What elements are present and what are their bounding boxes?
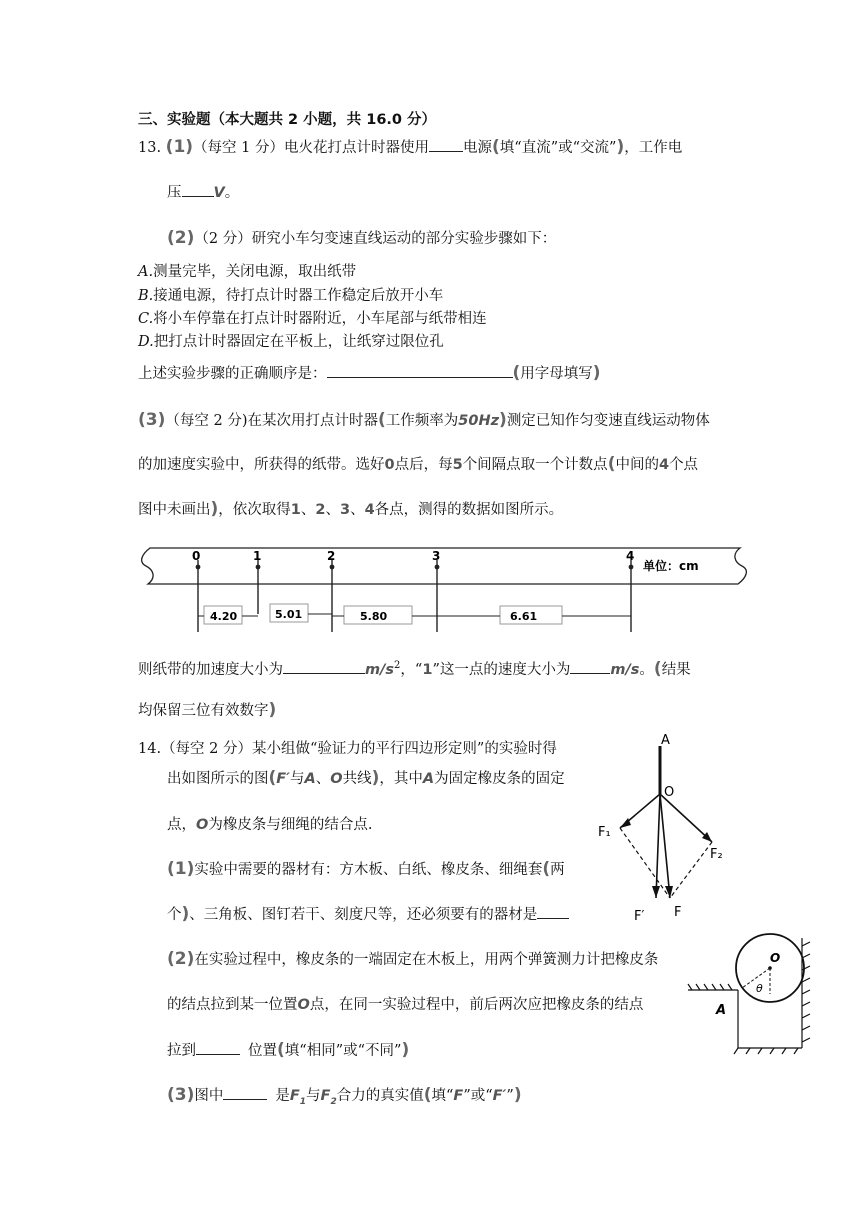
math-var: O [196, 817, 209, 833]
q13-p1-text: 电源 [463, 140, 492, 156]
q13-p4-text: 结果 [661, 661, 691, 678]
step-text: 接通电源，待打点计时器工作稳定后放开小车 [153, 288, 444, 304]
paren: ( [423, 1085, 432, 1105]
q13-p4-text: ”这一点的速度大小为 [432, 661, 571, 678]
math-var: F [320, 1088, 331, 1104]
q13-p3-text: ，依次取得 [218, 502, 291, 518]
math-var: O [330, 771, 343, 787]
step-text: 将小车停靠在打点计时器附近，小车尾部与纸带相连 [153, 311, 487, 327]
paren: ) [181, 904, 190, 924]
q13-p3-text: 各点，测得的数据如图所示。 [374, 502, 564, 518]
q14-p1-text: 个 [167, 907, 182, 923]
step-letter: A. [138, 264, 154, 280]
math-num: 2 [315, 502, 326, 518]
q14-part2-line1 [167, 950, 658, 969]
q14-p1-text: 、三角板、图钉若干、刻度尺等，还必须要有的器材是 [189, 907, 538, 923]
order-hint: 用字母填写 [520, 366, 593, 382]
unit-sup: 2 [394, 660, 401, 671]
q13-part4-line2 [138, 701, 276, 720]
blank-true-force[interactable] [223, 1087, 267, 1100]
tape-point-1: 1 [253, 549, 262, 563]
q14-text: 点， [167, 817, 196, 833]
sep: 、 [315, 771, 331, 787]
q14-intro-line2 [167, 769, 565, 788]
tape-point-0: 0 [192, 549, 201, 563]
math-sub: 2 [330, 1096, 337, 1107]
label-ball-O: O [770, 951, 781, 965]
label-theta: θ [756, 982, 763, 995]
label-Fprime: F′ [634, 909, 645, 924]
q13-p2-text: （2 分）研究小车匀变速直线运动的部分实验步骤如下： [194, 231, 557, 247]
blank-equipment[interactable] [537, 906, 569, 919]
math-num: 3 [339, 502, 351, 518]
q14-p1-text: 实验中需要的器材有：方木板、白纸、橡皮条、细绳套 [194, 862, 543, 878]
math-num: 4 [364, 502, 375, 518]
label-A: A [661, 733, 670, 748]
step-c [138, 310, 487, 328]
q14-text: 出如图所示的图 [167, 771, 269, 787]
segment-0-1: 4.20 [210, 610, 238, 623]
math-var: F [289, 1088, 300, 1104]
q14-p2-text: 点，在同一实验过程中，前后两次应把橡皮条的结点 [309, 997, 644, 1013]
blank-voltage[interactable] [182, 184, 214, 197]
q13-part3-line3 [138, 500, 563, 519]
paren: ) [371, 768, 380, 788]
unit-acceleration: m/s [365, 661, 395, 678]
q14-part2-line3 [167, 1041, 409, 1060]
q14-text: 与 [290, 771, 305, 787]
q14-p3-text: 是 [275, 1088, 290, 1104]
q14-p3-tag: (3) [167, 1085, 195, 1105]
q13-part1-line1 [138, 138, 682, 157]
q13-p1-tag: (1) [165, 137, 194, 157]
segment-3-4: 6.61 [510, 610, 538, 623]
paren: ( [512, 363, 521, 383]
unit-velocity: m/s [610, 661, 640, 678]
q13-p3-text: 中间的 [615, 457, 659, 473]
q13-p4-text: 则纸带的加速度大小为 [138, 661, 283, 678]
q14-intro-line3 [167, 816, 372, 834]
tape-point-3: 3 [432, 549, 441, 563]
q14-text: 为固定橡皮条的固定 [434, 771, 565, 787]
label-O: O [664, 785, 675, 800]
q13-number: 13. [138, 140, 162, 156]
q13-p1-text: （每空 1 分）电火花打点计时器使用 [193, 140, 429, 156]
paren: ) [592, 363, 601, 383]
step-letter: D. [138, 334, 154, 350]
q14-p2-text: 位置 [248, 1043, 277, 1059]
step-letter: C. [138, 311, 154, 327]
q14-text: （每空 2 分）某小组做“验证力的平行四边形定则”的实验时得 [161, 741, 557, 757]
segment-2-3: 5.80 [360, 610, 388, 623]
blank-position[interactable] [196, 1042, 240, 1055]
paper-tape-figure [134, 540, 750, 640]
q13-p3-text: 点后，每 [394, 457, 453, 473]
q13-p1-text: ，工作电 [624, 140, 683, 156]
math-num: 5 [452, 457, 463, 473]
q14-p3-text: ”或“ [463, 1088, 493, 1104]
q13-p1-text: 压 [167, 185, 182, 201]
q13-part2-intro [167, 229, 556, 248]
q14-p2-text: 拉到 [167, 1043, 196, 1059]
math-num: 0 [384, 457, 395, 473]
q14-p3-text: 图中 [194, 1088, 224, 1104]
q13-p3-text: 的加速度实验中，所获得的纸带。选好 [138, 457, 385, 473]
q13-p4-text: 。 [639, 661, 654, 678]
paren: ) [401, 1040, 410, 1060]
blank-order[interactable] [327, 365, 513, 378]
q13-p3-text: 个点 [669, 457, 699, 473]
math-var: O [297, 997, 310, 1013]
q13-p3-text: 个间隔点取一个计数点 [462, 457, 608, 473]
q14-p1-text: 两 [550, 862, 565, 878]
step-text: 把打点计时器固定在平板上，让纸穿过限位孔 [153, 334, 444, 350]
math-num: 1 [290, 502, 301, 518]
q14-p3-text: ” [506, 1088, 514, 1104]
period: 。 [224, 185, 240, 201]
q13-p3-text: 工作频率为 [385, 413, 459, 429]
sep: 、 [300, 502, 316, 518]
paren: ) [513, 1085, 522, 1105]
section-title: 三、实验题（本大题共 2 小题，共 16.0 分） [138, 112, 437, 128]
math-num: 1 [422, 661, 433, 678]
label-F: F [674, 905, 682, 920]
blank-acceleration[interactable] [283, 661, 365, 674]
label-ball-A: A [716, 1003, 727, 1018]
q14-p2-tag: (2) [167, 949, 195, 969]
math-var: A [304, 771, 316, 787]
math-var: F [453, 1088, 464, 1104]
paren: ( [377, 410, 386, 430]
paren: ( [492, 137, 500, 157]
tape-point-4: 4 [626, 549, 635, 563]
blank-velocity[interactable] [570, 661, 610, 674]
q13-p2-tag: (2) [167, 228, 195, 248]
q13-p3-text: （每空 2 分)在某次用打点计时器 [165, 413, 378, 429]
q14-p3-text: 与 [306, 1088, 321, 1104]
q14-text: ，其中 [379, 771, 423, 787]
frequency: 50Hz [458, 413, 500, 429]
sep: 、 [350, 502, 365, 518]
q14-part2-line2 [167, 996, 643, 1014]
q14-intro-line1 [138, 740, 557, 758]
paren: ( [268, 768, 277, 788]
tape-point-2: 2 [327, 549, 336, 563]
tape-unit-label: 单位：cm [643, 559, 699, 573]
q14-part3-line [167, 1086, 522, 1111]
math-num: 4 [658, 457, 670, 473]
q13-p3-text: 图中未画出 [138, 502, 211, 518]
q14-p2-text: 的结点拉到某一位置 [167, 997, 298, 1013]
sep: 、 [325, 502, 340, 518]
math-var: F′ [276, 771, 291, 787]
segment-1-2: 5.01 [275, 608, 303, 621]
math-var: F′ [492, 1088, 507, 1104]
q14-text: 为橡皮条与细绳的结合点. [208, 817, 373, 833]
step-text: 测量完毕，关闭电源，取出纸带 [153, 264, 357, 280]
step-d [138, 333, 444, 351]
force-diagram [590, 726, 740, 926]
order-text: 上述实验步骤的正确顺序是： [138, 366, 327, 382]
q14-p2-text: 在实验过程中，橡皮条的一端固定在木板上，用两个弹簧测力计把橡皮条 [194, 952, 659, 968]
paren: ( [607, 454, 616, 474]
q13-part4-line1 [138, 657, 691, 679]
paren: ) [499, 410, 507, 430]
paren: ( [542, 859, 551, 879]
ball-box-figure [686, 930, 816, 1060]
q14-number: 14. [138, 741, 162, 757]
q14-p1-tag: (1) [167, 859, 195, 879]
paren: ) [268, 700, 277, 720]
paren: ) [616, 137, 625, 157]
math-var: A [422, 771, 435, 787]
step-letter: B. [138, 288, 154, 304]
q14-p3-text: 填“ [431, 1088, 454, 1104]
q14-p3-text: 合力的真实值 [336, 1088, 424, 1104]
paren: ( [277, 1040, 285, 1060]
step-b [138, 287, 443, 305]
q13-p1-hint: 填“直流”或“交流” [499, 140, 617, 156]
label-F2: F₂ [710, 847, 723, 862]
q13-part3-line2 [138, 455, 698, 474]
label-F1: F₁ [598, 825, 611, 840]
paren: ( [653, 658, 662, 679]
q13-order-line [138, 364, 601, 383]
q13-p3-text: 测定已知作匀变速直线运动物体 [506, 413, 710, 429]
q14-text: 共线 [342, 771, 372, 787]
unit-volt: V [213, 185, 225, 201]
q13-p4-text: ，“ [400, 661, 423, 678]
q13-part3-line1 [138, 411, 710, 430]
q13-part1-line2 [167, 184, 239, 202]
q14-part1-line2 [167, 905, 569, 924]
q14-part1-line1 [167, 860, 565, 879]
q13-p4-text: 均保留三位有效数字 [138, 703, 269, 719]
blank-power-type[interactable] [429, 139, 463, 152]
paren: ) [210, 499, 219, 519]
math-sub: 1 [299, 1096, 307, 1107]
q13-p3-tag: (3) [138, 410, 166, 430]
step-a [138, 263, 356, 281]
q14-p2-hint: 填“相同”或“不同” [284, 1043, 402, 1059]
